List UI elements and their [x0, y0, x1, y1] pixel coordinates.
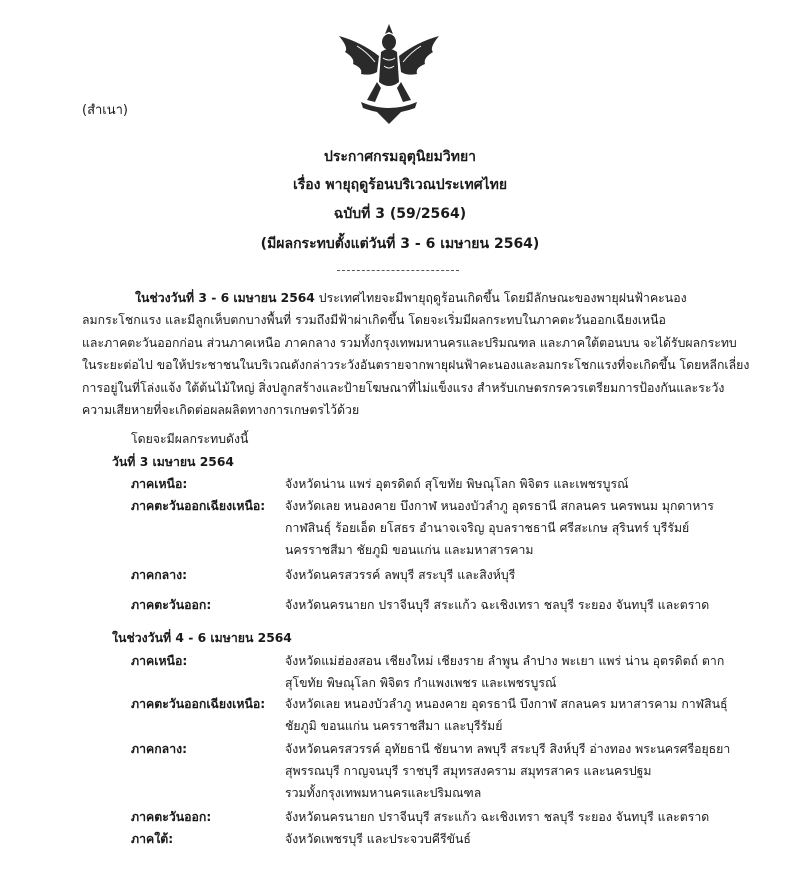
province-line: จังหวัดนครสวรรค์ ลพบุรี สระบุรี และสิงห์บุรี — [285, 568, 516, 582]
province-line: ชัยภูมิ ขอนแก่น นครราชสีมา และบุรีรัมย์ — [285, 719, 503, 734]
province-line: จังหวัดเลย หนองคาย บึงกาฬ หนองบัวลำภู อุดรธานี สกลนคร นครพนม มุกดาหาร — [285, 499, 714, 513]
province-line: สุโขทัย พิษณุโลก พิจิตร กำแพงเพชร และเพชรบูรณ์ — [285, 676, 557, 691]
announcement-body — [82, 287, 750, 421]
region-provinces — [285, 738, 731, 805]
region-provinces — [285, 594, 725, 616]
province-line: สุพรรณบุรี กาญจนบุรี ราชบุรี สมุทรสงคราม สมุทรสาคร และนครปฐม — [285, 764, 652, 779]
province-line: จังหวัดนครนายก ปราจีนบุรี สระแก้ว ฉะเชิงเทรา ชลบุรี ระยอง จันทบุรี และตราด — [285, 598, 710, 612]
region-label: ภาคเหนือ: — [131, 654, 188, 668]
intro-text: ประเทศไทยจะมีพายุฤดูร้อนเกิดขึ้น โดยมีลักษณะของพายุฝนฟ้าคะนอง — [314, 291, 687, 305]
province-line: จังหวัดเพชรบุรี และประจวบคีรีขันธ์ — [285, 832, 471, 846]
intro-bold-text: ในช่วงวันที่ 3 - 6 เมษายน 2564 — [135, 291, 315, 305]
province-line: จังหวัดนครนายก ปราจีนบุรี สระแก้ว ฉะเชิงเทรา ชลบุรี ระยอง จันทบุรี และตราด — [285, 810, 710, 824]
body-line — [82, 287, 722, 309]
province-line: นครราชสีมา ชัยภูมิ ขอนแก่น และมหาสารคาม — [285, 543, 534, 558]
issue-number: ฉบับที่ 3 (59/2564) — [333, 206, 467, 222]
body-line: ในระยะต่อไป ขอให้ประชาชนในบริเวณดังกล่าวระวังอันตรายจากพายุฝนฟ้าคะนองและลมกระโชกแรงที่จะเกิดขึ้น โดยหลีกเลี่ยง — [82, 358, 750, 373]
effective-period: (มีผลกระทบตั้งแต่วันที่ 3 - 6 เมษายน 2564) — [260, 236, 540, 252]
region-label: ภาคตะวันออกเฉียงเหนือ: — [131, 697, 266, 711]
garuda-emblem-icon — [331, 22, 447, 126]
day2-heading: ในช่วงวันที่ 4 - 6 เมษายน 2564 — [112, 631, 292, 645]
province-line: จังหวัดเลย หนองบัวลำภู หนองคาย อุดรธานี บึงกาฬ สกลนคร มหาสารคาม กาฬสินธุ์ — [285, 697, 728, 711]
body-line: และภาคตะวันออกก่อน ส่วนภาคเหนือ ภาคกลาง รวมทั้งกรุงเทพมหานครและปริมณฑล และภาคใต้ตอนบน จะได้รับผลกระทบ — [82, 335, 737, 350]
region-provinces — [285, 495, 725, 562]
region-label: ภาคกลาง: — [131, 568, 188, 582]
region-provinces — [285, 693, 728, 737]
body-line: การอยู่ในที่โล่งแจ้ง ใต้ต้นไม้ใหญ่ สิ่งปลูกสร้างและป้ายโฆษณาที่ไม่แข็งแรง สำหรับเกษตรกรควรเตรียมการป้องกันและระวัง — [82, 380, 725, 395]
region-label: ภาคเหนือ: — [131, 477, 188, 491]
province-line: จังหวัดน่าน แพร่ อุตรดิตถ์ สุโขทัย พิษณุโลก พิจิตร และเพชรบูรณ์ — [285, 477, 629, 491]
region-provinces — [285, 473, 725, 495]
announcement-subject: เรื่อง พายุฤดูร้อนบริเวณประเทศไทย — [292, 177, 508, 193]
province-line: รวมทั้งกรุงเทพมหานครและปริมณฑล — [285, 786, 482, 801]
region-provinces — [285, 828, 725, 850]
province-line: กาฬสินธุ์ ร้อยเอ็ด ยโสธร อำนาจเจริญ อุบลราชธานี ศรีสะเกษ สุรินทร์ บุรีรัมย์ — [285, 521, 690, 536]
day1-heading: วันที่ 3 เมษายน 2564 — [112, 455, 234, 469]
region-provinces — [285, 806, 725, 828]
copy-mark: (สำเนา) — [82, 103, 129, 118]
region-label: ภาคตะวันออก: — [131, 810, 212, 824]
region-label: ภาคตะวันออก: — [131, 598, 212, 612]
province-line: จังหวัดแม่ฮ่องสอน เชียงใหม่ เชียงราย ลำพูน ลำปาง พะเยา แพร่ น่าน อุตรดิตถ์ ตาก — [285, 654, 725, 668]
body-line: ลมกระโชกแรง และมีลูกเห็บตกบางพื้นที่ รวมถึงมีฟ้าผ่าเกิดขึ้น โดยจะเริ่มมีผลกระทบในภาคตะวันออกเฉียงเหนือ — [82, 313, 666, 328]
region-label: ภาคใต้: — [131, 832, 174, 846]
body-line: ความเสียหายที่จะเกิดต่อผลผลิตทางการเกษตรไว้ด้วย — [82, 403, 360, 418]
announcement-title: ประกาศกรมอุตุนิยมวิทยา — [323, 149, 477, 165]
header-divider — [337, 270, 459, 271]
impact-lead: โดยจะมีผลกระทบดังนี้ — [131, 432, 249, 446]
region-provinces — [285, 650, 725, 694]
region-provinces — [285, 564, 725, 586]
region-label: ภาคตะวันออกเฉียงเหนือ: — [131, 499, 266, 513]
province-line: จังหวัดนครสวรรค์ อุทัยธานี ชัยนาท ลพบุรี สระบุรี สิงห์บุรี อ่างทอง พระนครศรีอยุธยา — [285, 742, 731, 756]
region-label: ภาคกลาง: — [131, 742, 188, 756]
